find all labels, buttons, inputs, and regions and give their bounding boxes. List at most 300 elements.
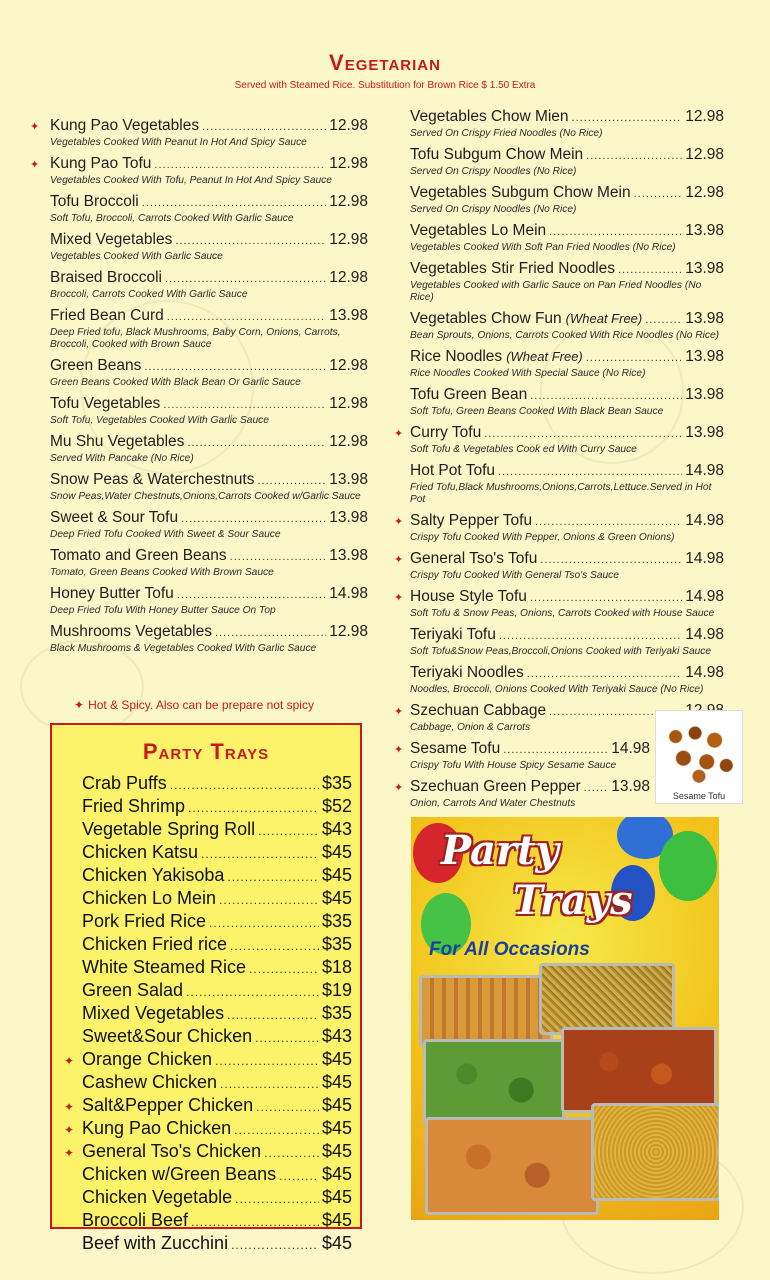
menu-item-row [394,221,724,242]
dot-leader [227,867,319,888]
menu-item-description: Broccoli, Carrots Cooked With Garlic Sauce [50,289,248,300]
food-tray-chicken [561,1027,717,1113]
menu-item-name: Braised Broccoli [50,269,162,286]
party-tray-price: $45 [321,1049,352,1069]
right-menu-column [394,107,724,815]
menu-item [394,511,724,544]
menu-item [394,259,724,304]
sesame-tofu-caption: Sesame Tofu [672,791,726,801]
party-tray-price: $45 [321,1233,352,1253]
dot-leader [279,1166,319,1187]
menu-item-price: 14.98 [685,664,724,681]
menu-item-name: Mu Shu Vegetables [50,433,185,450]
menu-item-price: 13.98 [611,778,650,795]
party-tray-price: $45 [321,1210,352,1230]
menu-item-row [30,192,368,213]
menu-item-description: Vegetables Cooked With Soft Pan Fried Noodles (No Rice) [410,242,676,253]
menu-item-price: 12.98 [329,193,368,210]
dot-leader [249,959,319,980]
menu-item [30,356,368,389]
dot-leader [191,1212,319,1233]
dot-leader [498,463,682,482]
party-tray-name: Cashew Chicken [82,1072,218,1092]
chili-pepper-icon: ✦ [394,744,404,756]
menu-item [394,663,724,696]
menu-item-description: Served With Pancake (No Rice) [50,453,194,464]
dot-leader [235,1189,319,1210]
chili-pepper-icon: ✦ [64,1123,75,1137]
menu-item-price: 13.98 [685,348,724,365]
menu-item-description: Vegetables Cooked with Garlic Sauce on Pan Fried Noodles (No Rice) [410,280,702,303]
dot-leader [215,1051,319,1072]
menu-item-name: Snow Peas & Waterchestnuts [50,471,255,488]
party-tray-item [64,1141,352,1164]
party-tray-price: $45 [321,1118,352,1138]
party-tray-item [64,934,352,957]
dot-leader [530,589,682,608]
party-tray-price: $45 [321,865,352,885]
dot-leader [586,349,682,368]
menu-item-description: Deep Fried Tofu Cooked With Sweet & Sour Sauce [50,529,281,540]
party-tray-price: $18 [321,957,352,977]
dot-leader [231,1235,319,1256]
menu-item [30,192,368,225]
menu-item-row [394,549,724,570]
menu-item-description: Bean Sprouts, Onions, Carrots Cooked With Rice Noodles (No Rice) [410,330,720,341]
menu-item [394,183,724,216]
dot-leader [618,261,682,280]
party-tray-item [64,1233,352,1256]
menu-item-name: Vegetables Chow Fun [410,310,562,327]
section-title: Vegetarian [329,50,441,75]
menu-item [30,306,368,351]
menu-item-name: Curry Tofu [410,424,482,441]
menu-item-description: Soft Tofu & Vegetables Cook ed With Curry Sauce [410,444,637,455]
party-tray-name: White Steamed Rice [82,957,247,977]
menu-item-name: Teriyaki Tofu [410,626,496,643]
menu-item [30,268,368,301]
menu-item [394,625,724,658]
chili-pepper-icon: ✦ [64,1146,75,1160]
dot-leader [230,548,327,567]
chili-pepper-icon: ✦ [30,121,40,133]
party-tray-price: $35 [321,773,352,793]
chili-pepper-icon: ✦ [394,428,404,440]
dot-leader [503,741,608,760]
dot-leader [186,982,319,1003]
menu-item-name: Tomato and Green Beans [50,547,227,564]
menu-item-name: Mushrooms Vegetables [50,623,212,640]
party-tray-item [64,1095,352,1118]
dot-leader [144,358,326,377]
chili-pepper-icon: ✦ [64,1054,75,1068]
balloon-green [659,831,717,901]
menu-item-row [394,511,724,532]
party-tray-item [64,1026,352,1049]
menu-item-description: Onion, Carrots And Water Chestnuts [410,798,576,809]
menu-item-row [30,116,368,137]
menu-item-note: (Wheat Free) [506,349,583,364]
party-tray-item [64,1187,352,1210]
chili-pepper-icon: ✦ [64,1100,75,1114]
dot-leader [202,118,326,137]
menu-item [394,549,724,582]
menu-item-row [394,461,724,482]
food-tray-spring-rolls [419,975,553,1047]
menu-item-description: Rice Noodles Cooked With Special Sauce (No Rice) [410,368,646,379]
menu-item-price: 14.98 [685,462,724,479]
menu-item-name: House Style Tofu [410,588,527,605]
party-tray-name: Beef with Zucchini [82,1233,229,1253]
menu-item-price: 12.98 [329,117,368,134]
menu-item-name: Teriyaki Noodles [410,664,524,681]
menu-item [394,107,724,140]
menu-item-description: Vegetables Cooked With Garlic Sauce [50,251,223,262]
menu-item-description: Green Beans Cooked With Black Bean Or Garlic Sauce [50,377,301,388]
menu-item-name: General Tso's Tofu [410,550,538,567]
poster-title-line1: Party [441,827,559,874]
menu-item-row [394,385,724,406]
chili-pepper-icon: ✦ [394,516,404,528]
menu-item-name: Szechuan Cabbage [410,702,547,719]
menu-item [30,394,368,427]
party-tray-name: Broccoli Beef [82,1210,189,1230]
chili-pepper-icon: ✦ [74,698,85,712]
menu-item [394,221,724,254]
dot-leader [586,147,682,166]
food-tray-broccoli [423,1039,565,1125]
dot-leader [645,311,682,330]
party-tray-name: Crab Puffs [82,773,167,793]
menu-item-name: Salty Pepper Tofu [410,512,533,529]
menu-item-row [30,268,368,289]
menu-item-row [30,356,368,377]
menu-item-price: 12.98 [329,357,368,374]
party-tray-item [64,865,352,888]
menu-item-row [30,546,368,567]
menu-item-row [394,259,724,280]
menu-item [394,347,724,380]
party-tray-price: $45 [321,1141,352,1161]
menu-item-name: Rice Noodles [410,348,503,365]
sesame-tofu-photo [655,710,743,804]
party-tray-item [64,773,352,796]
menu-item-row [30,230,368,251]
menu-item-name: Honey Butter Tofu [50,585,174,602]
menu-item-description: Crispy Tofu Cooked With Pepper, Onions & Green Onions) [410,532,675,543]
party-tray-name: Sweet&Sour Chicken [82,1026,253,1046]
menu-item-description: Served On Crispy Noodles (No Rice) [410,204,577,215]
dot-leader [188,798,319,819]
menu-item-price: 13.98 [329,307,368,324]
menu-item-price: 13.98 [685,260,724,277]
dot-leader [499,627,682,646]
party-tray-item [64,957,352,980]
menu-item-description: Cabbage, Onion & Carrots [410,722,531,733]
menu-item-price: 13.98 [685,222,724,239]
party-tray-price: $45 [321,842,352,862]
dot-leader [187,434,326,453]
dot-leader [227,1005,319,1026]
party-tray-price: $52 [321,796,352,816]
menu-item-description: Soft Tofu, Vegetables Cooked With Garlic Sauce [50,415,269,426]
menu-item-name: Vegetables Stir Fried Noodles [410,260,616,277]
party-tray-item [64,888,352,911]
menu-item-row [394,739,650,760]
party-tray-item [64,1164,352,1187]
dot-leader [170,775,319,796]
party-tray-item [64,1049,352,1072]
menu-item-row [30,394,368,415]
party-tray-price: $45 [321,1164,352,1184]
party-tray-price: $35 [321,934,352,954]
chili-pepper-icon: ✦ [30,159,40,171]
menu-item-description: Noodles, Broccoli, Onions Cooked With Teriyaki Sauce (No Rice) [410,684,704,695]
menu-item-price: 14.98 [685,550,724,567]
dot-leader [527,665,682,684]
dot-leader [258,821,319,842]
menu-item [30,622,368,655]
party-tray-item [64,980,352,1003]
menu-item-row [394,347,724,368]
menu-item-price: 13.98 [685,386,724,403]
menu-item [30,508,368,541]
menu-item [394,461,724,506]
menu-item-description: Served On Crispy Noodles (No Rice) [410,166,577,177]
party-tray-name: Salt&Pepper Chicken [82,1095,254,1115]
menu-item [30,154,368,187]
menu-item-price: 12.98 [329,231,368,248]
menu-item [394,309,724,342]
menu-item-note: (Wheat Free) [565,311,643,326]
dot-leader [530,387,682,406]
menu-item-row [30,622,368,643]
food-tray-noodles [539,963,675,1035]
party-tray-name: Chicken Vegetable [82,1187,233,1207]
party-tray-name: General Tso's Chicken [82,1141,262,1161]
menu-item-name: Tofu Vegetables [50,395,161,412]
menu-item-name: Sesame Tofu [410,740,501,757]
menu-item-price: 12.98 [329,623,368,640]
menu-item-price: 14.98 [685,626,724,643]
dot-leader [201,844,319,865]
dot-leader [540,551,682,570]
dot-leader [484,425,682,444]
party-tray-item [64,911,352,934]
menu-item-price: 12.98 [329,269,368,286]
dot-leader [167,308,326,327]
party-tray-item [64,1072,352,1095]
menu-item-name: Fried Bean Curd [50,307,164,324]
hot-spicy-legend [74,698,314,712]
menu-item-price: 12.98 [329,433,368,450]
party-trays-list [52,773,360,1256]
menu-item-row [394,777,650,798]
menu-item [30,230,368,263]
dot-leader [215,624,326,643]
menu-item-description: Soft Tofu & Snow Peas, Onions, Carrots Cooked with House Sauce [410,608,715,619]
menu-item-price: 13.98 [329,471,368,488]
menu-item-name: Green Beans [50,357,142,374]
menu-item-description: Deep Fried Tofu With Honey Butter Sauce On Top [50,605,276,616]
menu-item-price: 12.98 [685,146,724,163]
menu-item-description: Deep Fried tofu, Black Mushrooms, Baby Corn, Onions, Carrots, Broccoli, Cooked with Brown Sauce [50,327,341,350]
chili-pepper-icon: ✦ [394,592,404,604]
menu-item-name: Sweet & Sour Tofu [50,509,179,526]
menu-item-description: Black Mushrooms & Vegetables Cooked With Garlic Sauce [50,643,317,654]
chili-pepper-icon: ✦ [394,554,404,566]
menu-item-description: Fried Tofu,Black Mushrooms,Onions,Carrots,Lettuce.Served in Hot Pot [410,482,712,505]
dot-leader [219,890,319,911]
menu-item-price: 13.98 [329,547,368,564]
dot-leader [255,1028,319,1049]
dot-leader [634,185,683,204]
sesame-tofu-image [660,715,738,787]
dot-leader [572,109,683,128]
menu-item-description: Soft Tofu, Green Beans Cooked With Black Bean Sauce [410,406,664,417]
menu-item-name: Tofu Subgum Chow Mein [410,146,584,163]
party-tray-name: Chicken Fried rice [82,934,228,954]
menu-item-price: 12.98 [329,395,368,412]
menu-item [30,470,368,503]
poster-subtitle: For All Occasions [429,939,590,960]
menu-item-price: 13.98 [685,310,724,327]
dot-leader [177,586,326,605]
dot-leader [181,510,326,529]
menu-item-row [394,587,724,608]
menu-item [394,587,724,620]
menu-item-row [30,470,368,491]
menu-item-row [30,508,368,529]
party-tray-price: $45 [321,1187,352,1207]
menu-item-price: 13.98 [685,424,724,441]
chili-pepper-icon: ✦ [394,706,404,718]
party-tray-price: $43 [321,1026,352,1046]
menu-item-row [394,625,724,646]
dot-leader [175,232,326,251]
party-tray-name: Orange Chicken [82,1049,213,1069]
party-tray-name: Fried Shrimp [82,796,186,816]
food-tray-fried-rice [591,1103,719,1201]
dot-leader [220,1074,319,1095]
party-tray-name: Chicken w/Green Beans [82,1164,277,1184]
dot-leader [535,513,682,532]
party-trays-poster [411,817,719,1220]
party-tray-price: $35 [321,911,352,931]
menu-item-price: 12.98 [685,184,724,201]
menu-item-price: 14.98 [611,740,650,757]
menu-item-row [394,107,724,128]
menu-item-description: Snow Peas,Water Chestnuts,Onions,Carrots Cooked w/Garlic Sauce [50,491,361,502]
party-tray-name: Chicken Yakisoba [82,865,225,885]
left-menu-column [30,116,368,660]
menu-item [394,423,724,456]
dot-leader [257,472,326,491]
party-tray-name: Pork Fried Rice [82,911,207,931]
dot-leader [256,1097,319,1118]
dot-leader [154,156,326,175]
dot-leader [584,779,609,798]
menu-item-name: Hot Pot Tofu [410,462,496,479]
dot-leader [234,1120,319,1141]
party-tray-name: Green Salad [82,980,184,1000]
menu-item-row [394,145,724,166]
menu-item-row [30,584,368,605]
menu-item-price: 14.98 [685,512,724,529]
menu-item-price: 12.98 [329,155,368,172]
menu-item-description: Soft Tofu, Broccoli, Carrots Cooked With Garlic Sauce [50,213,294,224]
party-tray-item [64,819,352,842]
menu-item-name: Tofu Broccoli [50,193,139,210]
menu-item-description: Tomato, Green Beans Cooked With Brown Sauce [50,567,274,578]
hot-spicy-legend-text: Hot & Spicy. Also can be prepare not spicy [88,698,314,712]
party-tray-price: $43 [321,819,352,839]
party-tray-name: Vegetable Spring Roll [82,819,256,839]
menu-item-description: Crispy Tofu Cooked With General Tso's Sauce [410,570,619,581]
menu-item-row [394,663,724,684]
menu-item [30,432,368,465]
food-tray-wings [425,1117,599,1215]
menu-item-name: Vegetables Chow Mien [410,108,569,125]
menu-item [30,584,368,617]
party-tray-item [64,1003,352,1026]
dot-leader [230,936,319,957]
menu-item-name: Kung Pao Vegetables [50,117,200,134]
menu-item-description: Soft Tofu&Snow Peas,Broccoli,Onions Cooked with Teriyaki Sauce [410,646,712,657]
party-tray-price: $19 [321,980,352,1000]
party-trays-box [50,723,362,1253]
menu-item-price: 12.98 [685,108,724,125]
menu-item-price: 13.98 [329,509,368,526]
menu-item [394,145,724,178]
chili-pepper-icon: ✦ [394,782,404,794]
party-tray-item [64,1210,352,1233]
menu-item-row [30,432,368,453]
dot-leader [209,913,319,934]
menu-item-name: Szechuan Green Pepper [410,778,581,795]
menu-item-name: Tofu Green Bean [410,386,528,403]
menu-item [30,116,368,149]
party-tray-price: $45 [321,1072,352,1092]
party-tray-item [64,796,352,819]
menu-item-row [394,309,724,330]
menu-item-name: Kung Pao Tofu [50,155,152,172]
party-tray-price: $35 [321,1003,352,1023]
menu-item-name: Vegetables Lo Mein [410,222,547,239]
menu-item-row [30,306,368,327]
menu-item [394,385,724,418]
party-tray-name: Chicken Lo Mein [82,888,217,908]
dot-leader [165,270,326,289]
menu-item-description: Vegetables Cooked With Tofu, Peanut In Hot And Spicy Sauce [50,175,332,186]
menu-item-row [394,183,724,204]
party-tray-name: Mixed Vegetables [82,1003,225,1023]
party-tray-price: $45 [321,1095,352,1115]
party-tray-item [64,1118,352,1141]
section-subtitle: Served with Steamed Rice. Substitution for Brown Rice $ 1.50 Extra [234,80,536,91]
menu-item-name: Mixed Vegetables [50,231,173,248]
dot-leader [549,223,682,242]
menu-item-row [394,423,724,444]
party-tray-price: $45 [321,888,352,908]
menu-item-description: Crispy Tofu With House Spicy Sesame Sauce [410,760,617,771]
dot-leader [163,396,326,415]
menu-item-description: Served On Crispy Fried Noodles (No Rice) [410,128,603,139]
dot-leader [264,1143,319,1164]
menu-item-price: 14.98 [329,585,368,602]
dot-leader [142,194,326,213]
menu-item [30,546,368,579]
